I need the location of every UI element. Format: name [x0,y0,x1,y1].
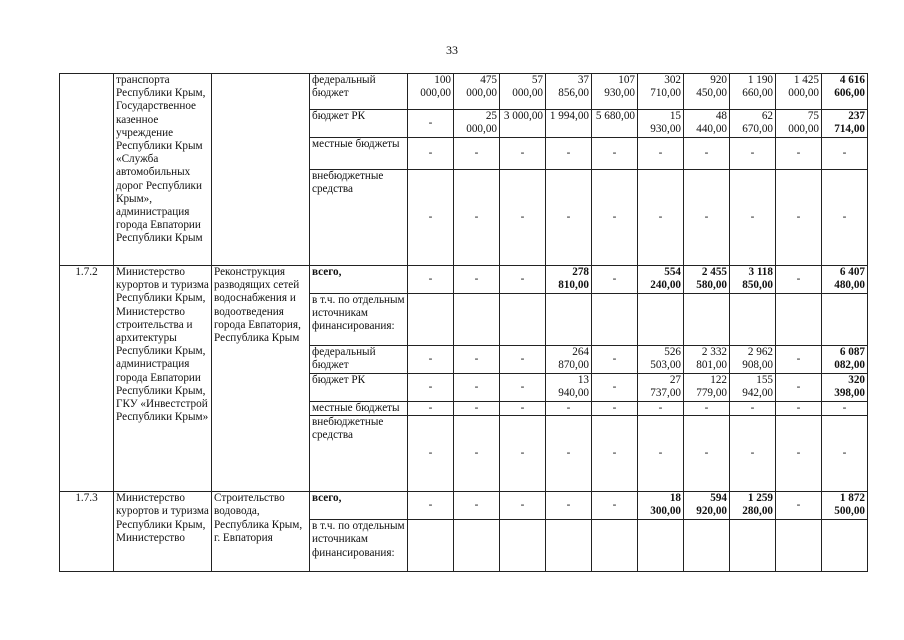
source-label: местные бюджеты [310,138,408,170]
empty-cell [730,520,776,572]
value-cell: - [454,346,500,374]
value-cell: 4 616 606,00 [822,74,868,110]
empty-cell [638,294,684,346]
value-cell: - [638,416,684,492]
page-number: 33 [446,43,458,57]
source-label: федеральный бюджет [310,74,408,110]
value-cell: 1 994,00 [546,110,592,138]
value-cell: - [684,402,730,416]
source-label: бюджет РК [310,110,408,138]
value-cell: 920 450,00 [684,74,730,110]
value-cell: - [592,266,638,294]
table-row [60,266,868,294]
value-cell: 122 779,00 [684,374,730,402]
value-cell: 302 710,00 [638,74,684,110]
value-cell: - [454,374,500,402]
value-cell: - [500,266,546,294]
value-cell: - [454,266,500,294]
value-cell: 2 332 801,00 [684,346,730,374]
row-number-cell: 1.7.2 [60,266,114,492]
value-cell: 13 940,00 [546,374,592,402]
value-cell: 1 190 660,00 [730,74,776,110]
source-label: бюджет РК [310,374,408,402]
value-cell: 320 398,00 [822,374,868,402]
value-cell: - [638,138,684,170]
source-label: внебюджетные средства [310,170,408,266]
value-cell: 1 425 000,00 [776,74,822,110]
empty-cell [592,520,638,572]
value-cell: - [546,416,592,492]
value-cell: 594 920,00 [684,492,730,520]
row-number-cell [60,74,114,266]
source-label: федеральный бюджет [310,346,408,374]
value-cell: - [408,402,454,416]
value-cell: - [408,374,454,402]
value-cell: - [454,492,500,520]
empty-cell [776,520,822,572]
value-cell: - [776,346,822,374]
value-cell: 25 000,00 [454,110,500,138]
value-cell: - [500,138,546,170]
value-cell: 1 872 500,00 [822,492,868,520]
value-cell: - [776,170,822,266]
value-cell: - [592,374,638,402]
value-cell: - [408,266,454,294]
value-cell: - [500,402,546,416]
row-number-cell: 1.7.3 [60,492,114,572]
value-cell: 37 856,00 [546,74,592,110]
value-cell: - [546,492,592,520]
value-cell: - [592,346,638,374]
value-cell: 18 300,00 [638,492,684,520]
empty-cell [500,520,546,572]
value-cell: - [684,170,730,266]
value-cell: - [776,402,822,416]
source-label: в т.ч. по отдельным источникам финансирования: [310,294,408,346]
value-cell: - [684,138,730,170]
source-label: местные бюджеты [310,402,408,416]
value-cell: - [776,374,822,402]
value-cell: - [592,402,638,416]
value-cell: 3 000,00 [500,110,546,138]
value-cell: - [592,416,638,492]
value-cell: - [454,138,500,170]
empty-cell [408,294,454,346]
value-cell: 62 670,00 [730,110,776,138]
value-cell: 2 962 908,00 [730,346,776,374]
value-cell: - [546,138,592,170]
table-row [60,492,868,520]
value-cell: - [592,492,638,520]
empty-cell [684,294,730,346]
value-cell: - [822,402,868,416]
value-cell: 155 942,00 [730,374,776,402]
value-cell: - [454,402,500,416]
value-cell: - [730,138,776,170]
empty-cell [776,294,822,346]
value-cell: - [500,346,546,374]
value-cell: - [776,416,822,492]
value-cell: - [776,492,822,520]
table-row [60,74,868,110]
empty-cell [822,520,868,572]
value-cell: 475 000,00 [454,74,500,110]
responsible-cell: транспорта Республики Крым, Государственное казенное учреждение Республики Крым «Служба автомобильных дорог Республики Крым», администрация города Евпатории Республики Крым [114,74,212,266]
value-cell: - [776,266,822,294]
value-cell: - [408,170,454,266]
source-label: в т.ч. по отдельным источникам финансирования: [310,520,408,572]
empty-cell [546,520,592,572]
empty-cell [546,294,592,346]
value-cell: - [500,416,546,492]
source-label: всего, [310,266,408,294]
value-cell: - [822,416,868,492]
value-cell: 2 455 580,00 [684,266,730,294]
empty-cell [684,520,730,572]
value-cell: - [822,170,868,266]
empty-cell [454,294,500,346]
value-cell: 278 810,00 [546,266,592,294]
value-cell: - [730,402,776,416]
value-cell: 3 118 850,00 [730,266,776,294]
value-cell: 27 737,00 [638,374,684,402]
empty-cell [454,520,500,572]
project-cell [212,74,310,266]
value-cell: 237 714,00 [822,110,868,138]
value-cell: 75 000,00 [776,110,822,138]
value-cell: - [822,138,868,170]
project-cell: Строительство водовода, Республика Крым, г. Евпатория [212,492,310,572]
value-cell: - [730,170,776,266]
value-cell: 100 000,00 [408,74,454,110]
value-cell: 5 680,00 [592,110,638,138]
value-cell: - [546,170,592,266]
value-cell: - [546,402,592,416]
value-cell: - [408,492,454,520]
value-cell: - [684,416,730,492]
value-cell: - [592,170,638,266]
value-cell: 57 000,00 [500,74,546,110]
value-cell: 48 440,00 [684,110,730,138]
empty-cell [592,294,638,346]
empty-cell [408,520,454,572]
value-cell: 6 087 082,00 [822,346,868,374]
source-label: внебюджетные средства [310,416,408,492]
value-cell: 264 870,00 [546,346,592,374]
value-cell: - [454,416,500,492]
value-cell: - [408,110,454,138]
empty-cell [500,294,546,346]
value-cell: - [408,346,454,374]
value-cell: 15 930,00 [638,110,684,138]
value-cell: 107 930,00 [592,74,638,110]
responsible-cell: Министерство курортов и туризма Республики Крым, Министерство строительства и архитектуры Республики Крым, администрация города Евпатории Республики Крым, ГКУ «Инвестстрой Республики Крым» [114,266,212,492]
value-cell: - [408,138,454,170]
budget-table [59,73,868,572]
value-cell: - [408,416,454,492]
value-cell: 554 240,00 [638,266,684,294]
value-cell: - [730,416,776,492]
value-cell: - [500,170,546,266]
value-cell: - [500,492,546,520]
source-label: всего, [310,492,408,520]
value-cell: 526 503,00 [638,346,684,374]
value-cell: - [638,402,684,416]
empty-cell [638,520,684,572]
value-cell: - [500,374,546,402]
empty-cell [822,294,868,346]
value-cell: - [592,138,638,170]
value-cell: 1 259 280,00 [730,492,776,520]
empty-cell [730,294,776,346]
value-cell: - [454,170,500,266]
value-cell: - [638,170,684,266]
value-cell: - [776,138,822,170]
value-cell: 6 407 480,00 [822,266,868,294]
project-cell: Реконструкция разводящих сетей водоснабжения и водоотведения города Евпатория, Республика Крым [212,266,310,492]
responsible-cell: Министерство курортов и туризма Республики Крым, Министерство [114,492,212,572]
